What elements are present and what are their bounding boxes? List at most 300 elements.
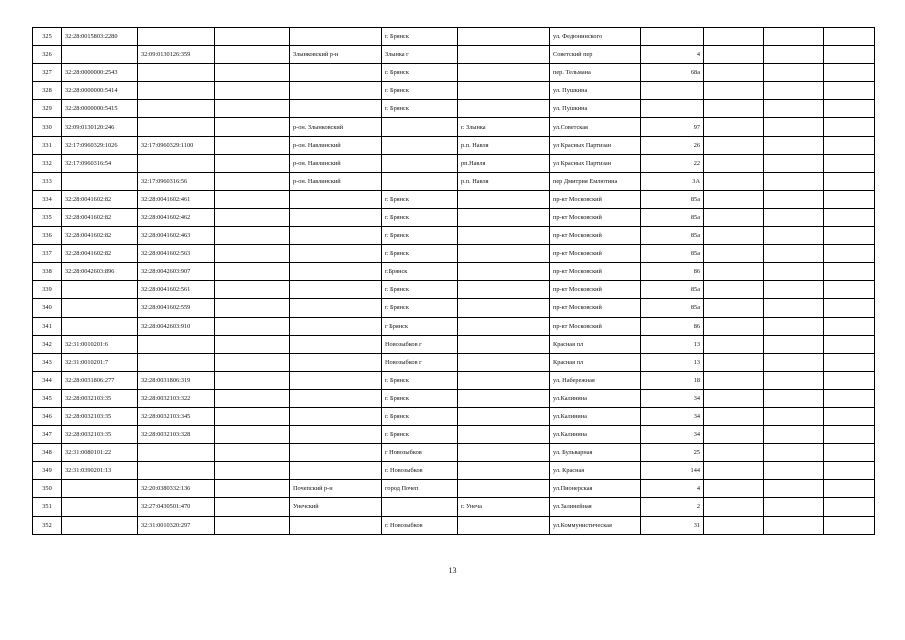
district-cell [290, 389, 382, 407]
cadastral-number-cell: 32:17:0960316:54 [62, 154, 138, 172]
house-number-cell: 26 [641, 136, 704, 154]
object-cadastral-number-cell: 32:28:0032103:328 [138, 426, 215, 444]
city-cell: г. Брянск [382, 28, 458, 46]
street-cell: пр-кт Московский [550, 208, 641, 226]
house-number-cell: 4 [641, 46, 704, 64]
empty-cell [764, 462, 824, 480]
object-cadastral-number-cell [138, 353, 215, 371]
row-number-cell: 338 [33, 263, 62, 281]
table-row [33, 154, 875, 172]
street-cell: ул. Бульварная [550, 444, 641, 462]
row-number-cell: 337 [33, 245, 62, 263]
street-cell: ул. Пушкина [550, 100, 641, 118]
house-number-cell: 85а [641, 281, 704, 299]
empty-cell [824, 28, 875, 46]
empty-cell [704, 299, 764, 317]
object-cadastral-number-cell [138, 82, 215, 100]
object-cadastral-number-cell: 32:28:0041602:461 [138, 190, 215, 208]
district-cell [290, 407, 382, 425]
empty-cell [824, 444, 875, 462]
empty-cell [704, 64, 764, 82]
city-cell: г. Брянск [382, 190, 458, 208]
empty-cell [215, 190, 290, 208]
cadastral-number-cell: 32:31:0010201:7 [62, 353, 138, 371]
cadastral-number-cell: 32:31:0080101:22 [62, 444, 138, 462]
street-cell: ул.Коммунистическая [550, 516, 641, 534]
table-row [33, 208, 875, 226]
empty-cell [764, 444, 824, 462]
empty-cell [824, 462, 875, 480]
property-register-table [32, 27, 875, 535]
settlement-cell [458, 245, 550, 263]
empty-cell [824, 100, 875, 118]
house-number-cell: 85а [641, 208, 704, 226]
house-number-cell: 31 [641, 516, 704, 534]
empty-cell [824, 389, 875, 407]
empty-cell [215, 444, 290, 462]
empty-cell [704, 136, 764, 154]
city-cell [382, 154, 458, 172]
object-cadastral-number-cell: 32:20:0380332:136 [138, 480, 215, 498]
empty-cell [764, 46, 824, 64]
empty-cell [824, 136, 875, 154]
empty-cell [824, 46, 875, 64]
object-cadastral-number-cell [138, 154, 215, 172]
empty-cell [215, 263, 290, 281]
row-number-cell: 327 [33, 64, 62, 82]
street-cell: пр-кт Московский [550, 190, 641, 208]
street-cell: пр-кт Московский [550, 263, 641, 281]
house-number-cell: 13 [641, 335, 704, 353]
row-number-cell: 344 [33, 371, 62, 389]
empty-cell [215, 335, 290, 353]
city-cell: г. Брянск [382, 245, 458, 263]
settlement-cell [458, 317, 550, 335]
street-cell: пер. Тельмана [550, 64, 641, 82]
object-cadastral-number-cell: 32:28:0041602:463 [138, 227, 215, 245]
cadastral-number-cell: 32:28:0031806:277 [62, 371, 138, 389]
empty-cell [764, 136, 824, 154]
settlement-cell [458, 227, 550, 245]
house-number-cell: 85а [641, 245, 704, 263]
empty-cell [764, 118, 824, 136]
street-cell: ул. Федюнинского [550, 28, 641, 46]
cadastral-number-cell: 32:28:0041602:82 [62, 190, 138, 208]
empty-cell [824, 263, 875, 281]
object-cadastral-number-cell: 32:28:0042603:907 [138, 263, 215, 281]
house-number-cell: 85а [641, 190, 704, 208]
street-cell: Красная пл [550, 335, 641, 353]
row-number-cell: 346 [33, 407, 62, 425]
district-cell [290, 28, 382, 46]
row-number-cell: 334 [33, 190, 62, 208]
street-cell: пр-кт Московский [550, 227, 641, 245]
row-number-cell: 325 [33, 28, 62, 46]
empty-cell [824, 317, 875, 335]
empty-cell [704, 389, 764, 407]
street-cell: ул. Пушкина [550, 82, 641, 100]
city-cell: г. Брянск [382, 299, 458, 317]
district-cell [290, 516, 382, 534]
empty-cell [824, 371, 875, 389]
city-cell: Злынка г [382, 46, 458, 64]
empty-cell [824, 498, 875, 516]
empty-cell [704, 426, 764, 444]
house-number-cell: 68а [641, 64, 704, 82]
empty-cell [215, 46, 290, 64]
empty-cell [764, 154, 824, 172]
district-cell [290, 190, 382, 208]
empty-cell [824, 64, 875, 82]
empty-cell [704, 227, 764, 245]
row-number-cell: 340 [33, 299, 62, 317]
cadastral-number-cell: 32:28:0041602:82 [62, 227, 138, 245]
settlement-cell: г. Унеча [458, 498, 550, 516]
city-cell: Новозыбков г [382, 353, 458, 371]
district-cell [290, 444, 382, 462]
cadastral-number-cell [62, 498, 138, 516]
empty-cell [824, 353, 875, 371]
settlement-cell [458, 389, 550, 407]
row-number-cell: 343 [33, 353, 62, 371]
cadastral-number-cell: 32:17:0960329:1026 [62, 136, 138, 154]
empty-cell [764, 64, 824, 82]
row-number-cell: 331 [33, 136, 62, 154]
house-number-cell: 34 [641, 407, 704, 425]
district-cell [290, 263, 382, 281]
cadastral-number-cell: 32:28:0000000:5414 [62, 82, 138, 100]
cadastral-number-cell: 32:31:0390201:13 [62, 462, 138, 480]
empty-cell [704, 245, 764, 263]
table-row [33, 426, 875, 444]
object-cadastral-number-cell [138, 64, 215, 82]
district-cell [290, 245, 382, 263]
empty-cell [704, 190, 764, 208]
empty-cell [764, 317, 824, 335]
city-cell: г. Брянск [382, 100, 458, 118]
object-cadastral-number-cell: 32:17:0960329:1100 [138, 136, 215, 154]
empty-cell [704, 281, 764, 299]
row-number-cell: 330 [33, 118, 62, 136]
street-cell: пр-кт Московский [550, 299, 641, 317]
settlement-cell [458, 480, 550, 498]
empty-cell [824, 208, 875, 226]
table-row [33, 317, 875, 335]
empty-cell [215, 154, 290, 172]
table-row [33, 480, 875, 498]
table-body [33, 28, 875, 535]
empty-cell [704, 46, 764, 64]
empty-cell [215, 245, 290, 263]
house-number-cell: 18 [641, 371, 704, 389]
empty-cell [215, 28, 290, 46]
object-cadastral-number-cell [138, 462, 215, 480]
settlement-cell [458, 190, 550, 208]
table-row [33, 281, 875, 299]
settlement-cell: р.п. Навля [458, 136, 550, 154]
street-cell: пр-кт Московский [550, 245, 641, 263]
house-number-cell: 4 [641, 480, 704, 498]
city-cell: г. Новозыбков [382, 516, 458, 534]
empty-cell [704, 118, 764, 136]
empty-cell [764, 426, 824, 444]
table-row [33, 389, 875, 407]
empty-cell [704, 516, 764, 534]
cadastral-number-cell: 32:28:0041602:82 [62, 208, 138, 226]
table-row [33, 227, 875, 245]
empty-cell [764, 263, 824, 281]
city-cell: город Почеп [382, 480, 458, 498]
cadastral-number-cell: 32:28:0000000:5415 [62, 100, 138, 118]
cadastral-number-cell: 32:28:0041602:82 [62, 245, 138, 263]
district-cell: р-он. Навлинский [290, 154, 382, 172]
settlement-cell [458, 353, 550, 371]
empty-cell [215, 82, 290, 100]
empty-cell [824, 227, 875, 245]
district-cell [290, 353, 382, 371]
cadastral-number-cell [62, 172, 138, 190]
house-number-cell [641, 82, 704, 100]
empty-cell [704, 407, 764, 425]
page-number: 13 [448, 566, 457, 575]
district-cell [290, 208, 382, 226]
empty-cell [824, 335, 875, 353]
street-cell: пр-кт Московский [550, 317, 641, 335]
empty-cell [215, 172, 290, 190]
empty-cell [215, 498, 290, 516]
street-cell: пр-кт Московский [550, 281, 641, 299]
table-row [33, 498, 875, 516]
empty-cell [215, 353, 290, 371]
empty-cell [824, 172, 875, 190]
district-cell: Почепский р-н [290, 480, 382, 498]
house-number-cell [641, 100, 704, 118]
district-cell [290, 462, 382, 480]
street-cell: ул.Залинейная [550, 498, 641, 516]
cadastral-number-cell: 32:28:0000000:2543 [62, 64, 138, 82]
empty-cell [704, 498, 764, 516]
table-row [33, 444, 875, 462]
empty-cell [704, 480, 764, 498]
district-cell [290, 317, 382, 335]
empty-cell [764, 100, 824, 118]
house-number-cell: 86 [641, 317, 704, 335]
empty-cell [215, 317, 290, 335]
table-row [33, 371, 875, 389]
empty-cell [215, 299, 290, 317]
object-cadastral-number-cell: 32:31:0010320:297 [138, 516, 215, 534]
empty-cell [215, 100, 290, 118]
district-cell [290, 64, 382, 82]
empty-cell [215, 208, 290, 226]
object-cadastral-number-cell [138, 28, 215, 46]
empty-cell [215, 136, 290, 154]
empty-cell [764, 371, 824, 389]
district-cell [290, 100, 382, 118]
empty-cell [215, 462, 290, 480]
house-number-cell [641, 28, 704, 46]
city-cell: г. Брянск [382, 208, 458, 226]
district-cell: Унечский [290, 498, 382, 516]
city-cell [382, 118, 458, 136]
cadastral-number-cell: 32:28:0032103:35 [62, 426, 138, 444]
empty-cell [764, 353, 824, 371]
empty-cell [215, 426, 290, 444]
city-cell: г. Новозыбков [382, 462, 458, 480]
table-row [33, 407, 875, 425]
empty-cell [764, 299, 824, 317]
street-cell: ул.Калинина [550, 389, 641, 407]
table-row [33, 118, 875, 136]
table-row [33, 172, 875, 190]
empty-cell [704, 371, 764, 389]
settlement-cell [458, 444, 550, 462]
empty-cell [215, 516, 290, 534]
district-cell [290, 82, 382, 100]
house-number-cell: 144 [641, 462, 704, 480]
row-number-cell: 339 [33, 281, 62, 299]
house-number-cell: 85а [641, 299, 704, 317]
settlement-cell [458, 407, 550, 425]
street-cell: ул Красных Партизан [550, 154, 641, 172]
row-number-cell: 348 [33, 444, 62, 462]
empty-cell [215, 480, 290, 498]
table-row [33, 335, 875, 353]
empty-cell [215, 227, 290, 245]
empty-cell [764, 389, 824, 407]
empty-cell [704, 28, 764, 46]
district-cell [290, 426, 382, 444]
settlement-cell [458, 426, 550, 444]
settlement-cell [458, 299, 550, 317]
district-cell: Злынковский р-н [290, 46, 382, 64]
street-cell: ул.Пионерская [550, 480, 641, 498]
district-cell [290, 281, 382, 299]
object-cadastral-number-cell: 32:28:0031806:319 [138, 371, 215, 389]
table-row [33, 64, 875, 82]
city-cell: г.Брянск [382, 263, 458, 281]
city-cell: Новозыбков г [382, 335, 458, 353]
street-cell: ул.Советская [550, 118, 641, 136]
object-cadastral-number-cell [138, 444, 215, 462]
street-cell: Красная пл [550, 353, 641, 371]
city-cell: г. Брянск [382, 389, 458, 407]
table-row [33, 190, 875, 208]
city-cell: г. Брянск [382, 281, 458, 299]
city-cell: г. Брянск [382, 371, 458, 389]
settlement-cell [458, 371, 550, 389]
row-number-cell: 341 [33, 317, 62, 335]
city-cell [382, 172, 458, 190]
settlement-cell [458, 335, 550, 353]
empty-cell [215, 118, 290, 136]
settlement-cell [458, 281, 550, 299]
empty-cell [824, 281, 875, 299]
district-cell: р-он. Навлинский [290, 136, 382, 154]
district-cell: р-он. Навлинский [290, 172, 382, 190]
table-row [33, 28, 875, 46]
empty-cell [824, 154, 875, 172]
empty-cell [764, 28, 824, 46]
cadastral-number-cell: 32:28:0042603:896 [62, 263, 138, 281]
table-row [33, 136, 875, 154]
settlement-cell: рп.Навля [458, 154, 550, 172]
empty-cell [764, 498, 824, 516]
house-number-cell: 86 [641, 263, 704, 281]
row-number-cell: 333 [33, 172, 62, 190]
cadastral-number-cell: 32:28:0015803:2280 [62, 28, 138, 46]
city-cell: г. Брянск [382, 82, 458, 100]
row-number-cell: 349 [33, 462, 62, 480]
district-cell [290, 299, 382, 317]
empty-cell [824, 118, 875, 136]
settlement-cell [458, 263, 550, 281]
cadastral-number-cell [62, 299, 138, 317]
district-cell [290, 227, 382, 245]
empty-cell [764, 516, 824, 534]
settlement-cell [458, 46, 550, 64]
table-row [33, 82, 875, 100]
city-cell: г. Брянск [382, 426, 458, 444]
row-number-cell: 351 [33, 498, 62, 516]
table-row [33, 353, 875, 371]
settlement-cell [458, 516, 550, 534]
cadastral-number-cell [62, 317, 138, 335]
cadastral-number-cell: 32:28:0032103:35 [62, 389, 138, 407]
empty-cell [824, 407, 875, 425]
settlement-cell: г. Злынка [458, 118, 550, 136]
street-cell: ул.Калинина [550, 426, 641, 444]
table-row [33, 299, 875, 317]
city-cell: г. Брянск [382, 227, 458, 245]
object-cadastral-number-cell: 32:28:0041602:561 [138, 281, 215, 299]
empty-cell [704, 100, 764, 118]
house-number-cell: 13 [641, 353, 704, 371]
empty-cell [704, 444, 764, 462]
object-cadastral-number-cell [138, 100, 215, 118]
row-number-cell: 336 [33, 227, 62, 245]
house-number-cell: 97 [641, 118, 704, 136]
empty-cell [764, 335, 824, 353]
house-number-cell: 85а [641, 227, 704, 245]
object-cadastral-number-cell: 32:28:0032103:322 [138, 389, 215, 407]
district-cell [290, 335, 382, 353]
row-number-cell: 328 [33, 82, 62, 100]
empty-cell [704, 335, 764, 353]
empty-cell [215, 64, 290, 82]
row-number-cell: 335 [33, 208, 62, 226]
cadastral-number-cell [62, 281, 138, 299]
city-cell: г. Брянск [382, 64, 458, 82]
city-cell [382, 498, 458, 516]
house-number-cell: 3А [641, 172, 704, 190]
empty-cell [215, 389, 290, 407]
city-cell: г Брянск [382, 317, 458, 335]
street-cell: ул.Калинина [550, 407, 641, 425]
house-number-cell: 22 [641, 154, 704, 172]
row-number-cell: 326 [33, 46, 62, 64]
cadastral-number-cell [62, 480, 138, 498]
object-cadastral-number-cell: 32:09:0130126:359 [138, 46, 215, 64]
object-cadastral-number-cell [138, 118, 215, 136]
empty-cell [215, 407, 290, 425]
row-number-cell: 332 [33, 154, 62, 172]
table-row [33, 245, 875, 263]
house-number-cell: 25 [641, 444, 704, 462]
object-cadastral-number-cell [138, 335, 215, 353]
empty-cell [764, 281, 824, 299]
empty-cell [215, 281, 290, 299]
